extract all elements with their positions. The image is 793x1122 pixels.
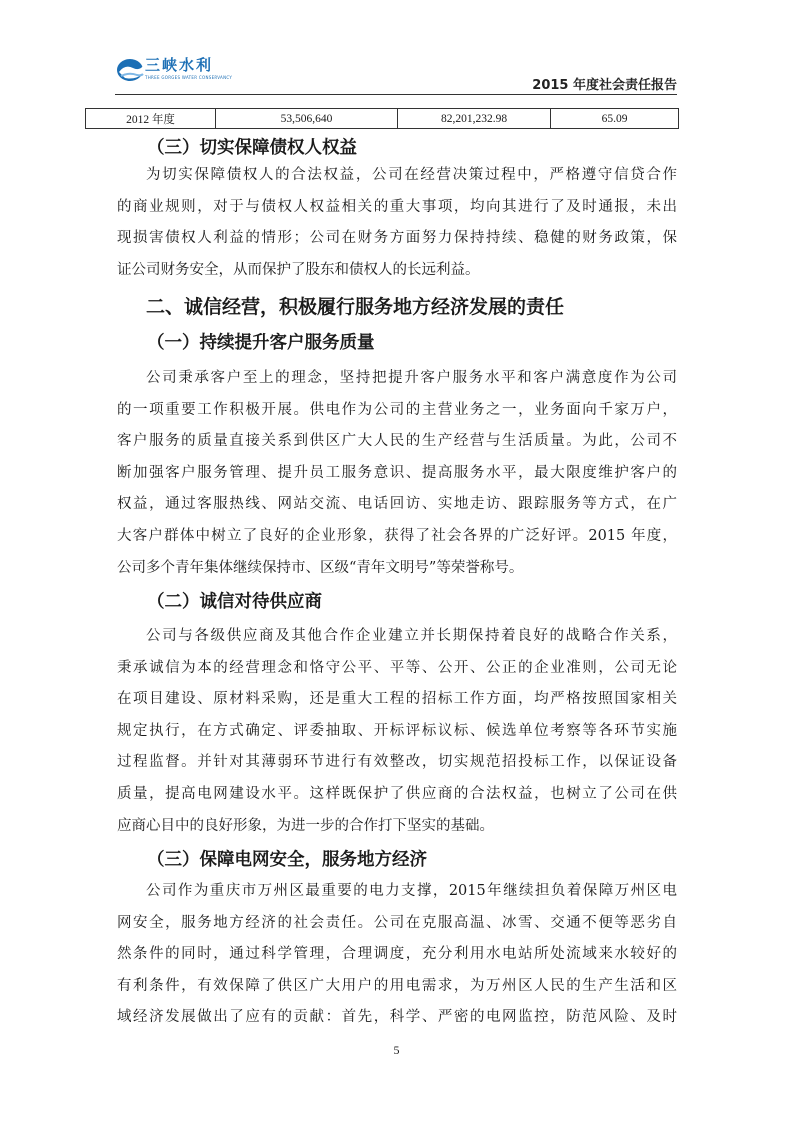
text-line: 规定执行，在方式确定、评委抽取、开标评标议标、候选单位考察等各环节实施 (117, 722, 677, 739)
text-line: 质量，提高电网建设水平。这样既保护了供应商的合法权益，也树立了公司在供 (117, 785, 677, 802)
page-number: 5 (393, 1043, 400, 1057)
text-line: 过程监督。并针对其薄弱环节进行有效整改，切实规范招投标工作，以保证设备 (117, 754, 677, 771)
page-header (115, 48, 677, 94)
financial-table (85, 108, 679, 129)
paragraph-customer-service (117, 363, 677, 584)
text-line: 客户服务的质量直接关系到供区广大人民的生产经营与生活质量。为此，公司不 (117, 433, 677, 450)
logo-subtitle: THREE GORGES WATER CONSERVANCY (145, 75, 233, 80)
paragraph-suppliers (117, 621, 677, 842)
table-cell: 53,506,640 (216, 109, 398, 129)
text-line: 在项目建设、原材料采购，还是重大工程的招标工作方面，均严格按照国家相关 (117, 691, 677, 708)
text-line: 公司秉承客户至上的理念，坚持把提升客户服务水平和客户满意度作为公司 (146, 370, 677, 386)
text-line: 然条件的同时，通过科学管理，合理调度，充分利用水电站所处流域来水较好的 (117, 946, 677, 963)
table-cell: 2012 年度 (86, 109, 216, 129)
report-title: 2015 年度社会责任报告 (532, 78, 677, 93)
paragraph-creditor-rights (117, 160, 677, 286)
paragraph-grid-safety (117, 876, 677, 1034)
text-line: 断加强客户服务管理、提升员工服务意识、提高服务水平，最大限度维护客户的 (117, 464, 677, 481)
section-heading-creditor-rights: （三）切实保障债权人权益 (147, 138, 357, 158)
text-line: 秉承诚信为本的经营理念和恪守公平、平等、公开、公正的企业准则，公司无论 (117, 659, 677, 676)
table-cell: 65.09 (551, 109, 679, 129)
text-line: 公司与各级供应商及其他合作企业建立并长期保持着良好的战略合作关系， (146, 628, 677, 644)
table-cell: 82,201,232.98 (398, 109, 551, 129)
text-line: 应商心目中的良好形象，为进一步的合作打下坚实的基础。 (117, 817, 494, 834)
text-line: 现损害债权人利益的情形；公司在财务方面努力保持持续、稳健的财务政策，保 (117, 230, 677, 247)
text-line: 的商业规则，对于与债权人权益相关的重大事项，均向其进行了及时通报，未出 (117, 198, 677, 215)
table-row (86, 109, 679, 129)
header-divider (115, 94, 677, 95)
section-heading-suppliers: （二）诚信对待供应商 (147, 592, 322, 612)
section-heading-grid-safety: （三）保障电网安全，服务地方经济 (147, 850, 427, 870)
text-line: 有利条件，有效保障了供区广大用户的用电需求，为万州区人民的生产生活和区 (117, 977, 677, 994)
logo-text: 三峡水利 (145, 56, 214, 74)
text-line: 权益，通过客服热线、网站交流、电话回访、实地走访、跟踪服务等方式，在广 (117, 496, 677, 513)
text-line: 公司多个青年集体继续保持市、区级“青年文明号”等荣誉称号。 (117, 559, 524, 576)
text-line: 大客户群体中树立了良好的企业形象，获得了社会各界的广泛好评。2015 年度， (117, 527, 677, 544)
section-heading-customer-service: （一）持续提升客户服务质量 (147, 333, 375, 353)
text-line: 域经济发展做出了应有的贡献：首先，科学、严密的电网监控，防范风险、及时 (117, 1009, 677, 1026)
text-line: 公司作为重庆市万州区最重要的电力支撑，2015年继续担负着保障万州区电 (146, 883, 677, 899)
chapter-heading: 二、诚信经营，积极履行服务地方经济发展的责任 (146, 296, 565, 318)
text-line: 的一项重要工作积极开展。供电作为公司的主营业务之一，业务面向千家万户， (117, 401, 677, 418)
text-line: 证公司财务安全，从而保护了股东和债权人的长远利益。 (117, 261, 480, 278)
text-line: 网安全，服务地方经济的社会责任。公司在克服高温、冰雪、交通不便等恶劣自 (117, 914, 677, 931)
text-line: 为切实保障债权人的合法权益，公司在经营决策过程中，严格遵守信贷合作 (146, 167, 677, 183)
